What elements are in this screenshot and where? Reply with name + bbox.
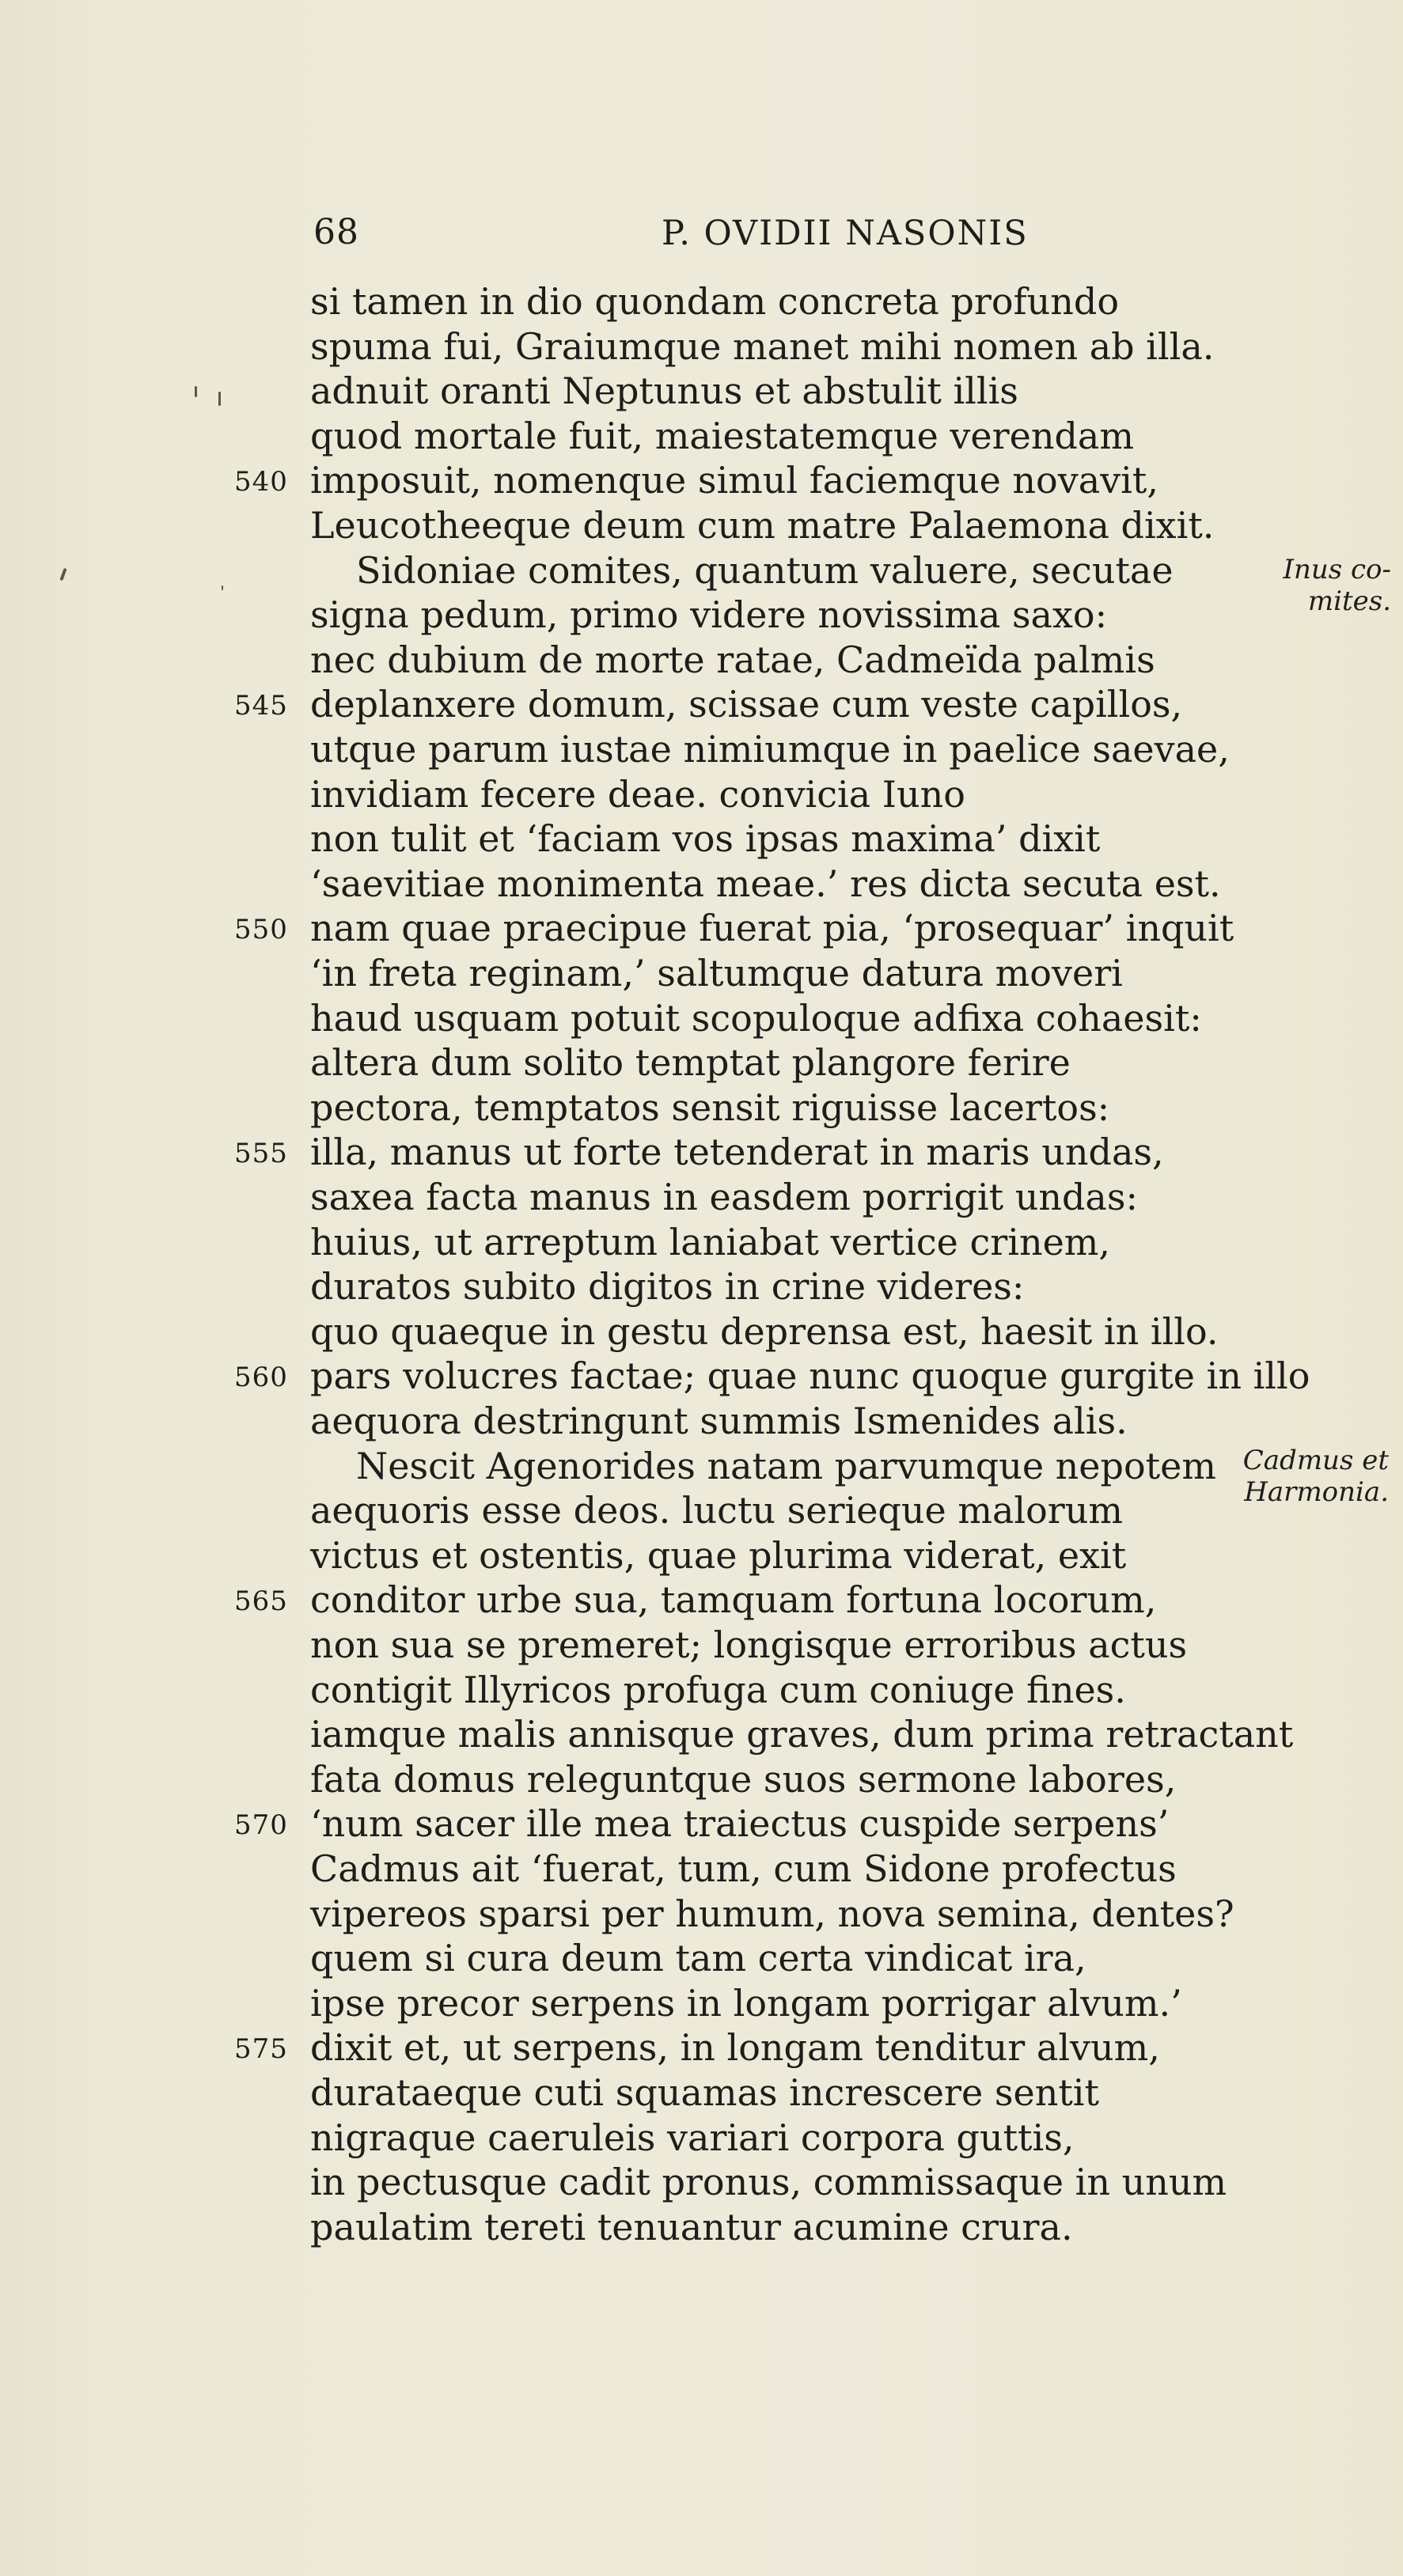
verse-text: aequora destringunt summis Ismenides alis. [310, 1400, 1128, 1442]
sidenote-line: Cadmus et [1242, 1445, 1389, 1476]
verse-text: spuma fui, Graiumque manet mihi nomen ab illa. [310, 325, 1215, 368]
verse-line [0, 1892, 1403, 1936]
verse-text: Sidoniae comites, quantum valuere, secutae [356, 549, 1174, 592]
verse-text: altera dum solito temptat plangore ferire [310, 1041, 1071, 1084]
verse-text: Nescit Agenorides natam parvumque nepotem [356, 1445, 1216, 1487]
verse-text: Leucotheeque deum cum matre Palaemona dixit. [310, 504, 1215, 547]
verse-text: ‘num sacer ille mea traiectus cuspide serpens’ [310, 1802, 1170, 1845]
verse-line [0, 772, 1403, 816]
verse-text: signa pedum, primo videre novissima saxo: [310, 593, 1108, 636]
verse-line [0, 593, 1403, 637]
verse-line [0, 1712, 1403, 1756]
verse-text: Cadmus ait ‘fuerat, tum, cum Sidone profectus [310, 1847, 1177, 1890]
line-number: 565 [234, 1585, 288, 1617]
verse-text: dixit et, ut serpens, in longam tenditur alvum, [310, 2026, 1160, 2069]
verse-line [0, 1488, 1403, 1532]
verse-line [0, 324, 1403, 369]
verse-line [0, 369, 1403, 413]
page-number: 68 [313, 212, 359, 252]
verse-line [0, 1085, 1403, 1130]
verse-text: conditor urbe sua, tamquam fortuna locorum, [310, 1578, 1157, 1621]
verse-line [0, 2160, 1403, 2204]
verse-text: adnuit oranti Neptunus et abstulit illis [310, 369, 1018, 412]
verse-line [0, 2070, 1403, 2115]
verse-text: quo quaeque in gestu deprensa est, haesit in illo. [310, 1310, 1219, 1353]
verse-text: huius, ut arreptum laniabat vertice crinem, [310, 1221, 1111, 1263]
verse-line [0, 727, 1403, 771]
verse-text: ‘in freta reginam,’ saltumque datura moveri [310, 952, 1123, 994]
verse-text: pars volucres factae; quae nunc quoque gurgite in illo [310, 1354, 1310, 1397]
verse-line [0, 1399, 1403, 1443]
verse-line [0, 1220, 1403, 1264]
verse-text-block [0, 279, 1403, 2297]
verse-line [0, 2116, 1403, 2160]
verse-line [0, 1264, 1403, 1309]
verse-text: ‘saevitiae monimenta meae.’ res dicta secuta est. [310, 862, 1221, 905]
verse-text: nigraque caeruleis variari corpora guttis, [310, 2116, 1075, 2159]
verse-text: deplanxere domum, scissae cum veste capillos, [310, 683, 1183, 725]
verse-text: imposuit, nomenque simul faciemque novavit, [310, 459, 1158, 502]
verse-line [0, 414, 1403, 458]
verse-line [0, 1533, 1403, 1578]
verse-line [0, 1578, 1403, 1622]
verse-text: vipereos sparsi per humum, nova semina, dentes? [310, 1892, 1234, 1935]
verse-text: nam quae praecipue fuerat pia, ‘prosequar’ inquit [310, 907, 1234, 949]
verse-line [0, 1623, 1403, 1667]
verse-line [0, 1936, 1403, 1980]
verse-text: paulatim tereti tenuantur acumine crura. [310, 2206, 1073, 2248]
verse-line [0, 682, 1403, 726]
sidenote-line: Harmonia. [1244, 1476, 1389, 1508]
verse-line [0, 996, 1403, 1040]
verse-text: aequoris esse deos. luctu serieque malorum [310, 1489, 1124, 1532]
line-number: 570 [234, 1809, 288, 1841]
verse-line [0, 548, 1403, 593]
page-header [313, 212, 1263, 259]
verse-text: si tamen in dio quondam concreta profundo [310, 280, 1120, 323]
line-number: 550 [234, 914, 288, 945]
verse-text: illa, manus ut forte tetenderat in maris undas, [310, 1131, 1164, 1173]
sidenote-cadmus-harmonia [1219, 1445, 1389, 1508]
verse-line [0, 638, 1403, 682]
verse-text: ipse precor serpens in longam porrigar alvum.’ [310, 1982, 1182, 2025]
verse-line [0, 279, 1403, 324]
scan-speck [218, 392, 221, 406]
scan-speck [222, 585, 223, 590]
verse-line [0, 906, 1403, 950]
line-number: 560 [234, 1362, 288, 1393]
verse-text: duratos subito digitos in crine videres: [310, 1265, 1025, 1308]
verse-text: contigit Illyricos profuga cum coniuge fines. [310, 1669, 1126, 1711]
running-title: P. OVIDII NASONIS [662, 214, 1029, 253]
verse-text: in pectusque cadit pronus, commissaque in unum [310, 2161, 1227, 2203]
sidenote-line: Inus co- [1283, 554, 1391, 585]
verse-line [0, 458, 1403, 502]
verse-line [0, 1309, 1403, 1354]
verse-line [0, 1668, 1403, 1712]
verse-text: quod mortale fuit, maiestatemque verendam [310, 415, 1134, 457]
verse-line [0, 951, 1403, 995]
scan-speck [195, 386, 197, 397]
line-number: 575 [234, 2033, 288, 2065]
verse-line [0, 2025, 1403, 2070]
verse-text: pectora, temptatos sensit riguisse lacertos: [310, 1086, 1110, 1129]
verse-text: utque parum iustae nimiumque in paelice saevae, [310, 728, 1230, 771]
verse-text: invidiam fecere deae. convicia Iuno [310, 773, 965, 816]
verse-text: saxea facta manus in easdem porrigit undas: [310, 1176, 1138, 1218]
verse-text: haud usquam potuit scopuloque adfixa cohaesit: [310, 997, 1202, 1040]
verse-text: durataeque cuti squamas increscere sentit [310, 2071, 1099, 2114]
verse-text: fata domus releguntque suos sermone labores, [310, 1758, 1177, 1801]
line-number: 540 [234, 466, 288, 498]
line-number: 555 [234, 1138, 288, 1169]
verse-text: non sua se premeret; longisque erroribus actus [310, 1623, 1188, 1666]
verse-text: quem si cura deum tam certa vindicat ira, [310, 1937, 1086, 1979]
verse-text: non tulit et ‘faciam vos ipsas maxima’ dixit [310, 817, 1101, 860]
verse-line [0, 1757, 1403, 1801]
sidenote-inus-comites [1257, 554, 1391, 617]
verse-line [0, 1130, 1403, 1174]
verse-line [0, 1354, 1403, 1398]
verse-line [0, 1981, 1403, 2025]
sidenote-line: mites. [1307, 585, 1391, 617]
verse-text: victus et ostentis, quae plurima viderat, exit [310, 1534, 1127, 1577]
verse-line [0, 1175, 1403, 1219]
verse-line [0, 503, 1403, 547]
verse-line [0, 1444, 1403, 1488]
verse-line [0, 862, 1403, 906]
verse-text: iamque malis annisque graves, dum prima retractant [310, 1713, 1294, 1756]
verse-line [0, 2205, 1403, 2249]
verse-text: nec dubium de morte ratae, Cadmeïda palmis [310, 638, 1155, 681]
verse-line [0, 1847, 1403, 1891]
line-number: 545 [234, 690, 288, 722]
verse-line [0, 1801, 1403, 1846]
verse-line [0, 816, 1403, 861]
verse-line [0, 1040, 1403, 1085]
